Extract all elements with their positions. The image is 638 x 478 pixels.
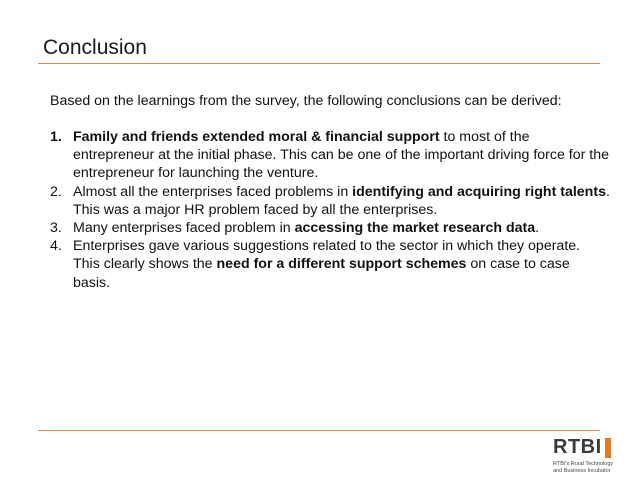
body-text: . — [535, 220, 540, 237]
list-item-number: 1. — [50, 129, 62, 145]
list-item-number: 2. — [50, 183, 62, 200]
body-text: . This was a major HR problem faced by all the enterprises. — [73, 183, 610, 218]
emphasis-text: accessing the market research data — [294, 220, 536, 237]
list-item — [50, 219, 610, 237]
logo-mark — [553, 436, 615, 458]
logo-subtitle — [553, 461, 615, 474]
emphasis-text: identifying and acquiring right talents — [352, 183, 606, 200]
body-text: Enterprises gave various suggestions related to the sector in which they operate. This clearly shows the — [73, 238, 581, 273]
body-text: Many enterprises faced problem in — [73, 220, 295, 237]
emphasis-text: Family and friends extended moral & financial support — [73, 129, 440, 145]
footer-divider — [38, 430, 600, 431]
list-item-number: 4. — [50, 238, 62, 255]
list-item-text — [73, 128, 610, 183]
list-item-text — [73, 219, 610, 237]
list-item-text — [73, 183, 610, 219]
logo-subtitle-line1: RTBI's Rural Technology — [553, 461, 614, 467]
title-divider — [38, 63, 600, 64]
emphasis-text: need for a different support schemes — [216, 256, 467, 273]
list-item — [50, 237, 610, 292]
body-text: Almost all the enterprises faced problems in — [73, 183, 353, 200]
list-item — [50, 128, 610, 183]
logo-subtitle-line2: and Business Incubator — [553, 467, 611, 474]
slide-title: Conclusion — [43, 36, 147, 59]
logo-accent-bar — [605, 438, 611, 458]
body-text: on case to case basis. — [73, 256, 570, 291]
logo-wordmark: RTBI — [553, 436, 602, 458]
rtbi-logo — [553, 436, 615, 474]
conclusion-list — [50, 128, 610, 292]
intro-text: Based on the learnings from the survey, the following conclusions can be derived: — [50, 93, 562, 109]
list-item — [50, 183, 610, 219]
list-item-number: 3. — [50, 220, 62, 237]
body-text: to most of the entrepreneur at the initial phase. This can be one of the important driving force for the entrepreneur for launching the venture. — [73, 129, 610, 182]
list-item-text — [73, 237, 610, 292]
